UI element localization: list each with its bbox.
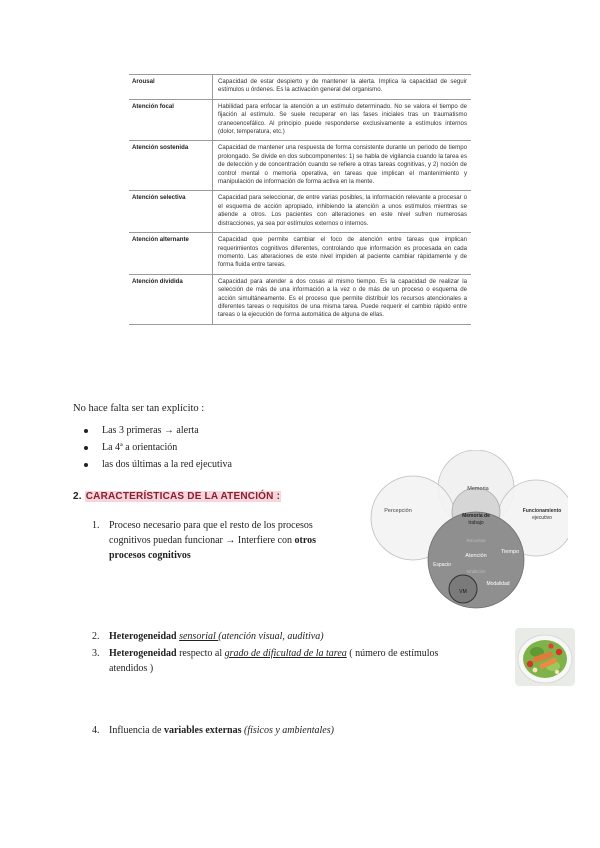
table-term: Atención sostenida [129,141,213,191]
list-item: 2. Heterogeneidad sensorial (atención visual, auditiva) [92,631,324,642]
vm-label: VM [459,589,467,595]
table-row [129,191,471,233]
espacio-label: Espacio [433,562,451,568]
table-term: Arousal [129,75,213,100]
venn-svg [368,450,568,610]
salad-image [515,628,575,686]
bullet-icon [84,429,88,433]
bullet-list [84,422,232,473]
bullet-icon [84,463,88,467]
list-item: La 4ª a orientación [84,439,232,456]
atencion-label: Atención [465,553,487,559]
memoria-label: Memoria [467,486,489,492]
table-row [129,75,471,100]
memoria-trabajo-label: Memoria de [462,513,490,519]
faint-label: Inhibición [466,569,486,574]
funcionamiento-label-2: ejecutivo [532,515,552,521]
table-description: Capacidad de estar despierto y de mantener la alerta. Implica la capacidad de seguir estímulos u órdenes. Es la activación general del organismo. [213,75,472,100]
tiempo-label: Tiempo [500,549,520,555]
table-row [129,233,471,275]
table-description: Capacidad de mantener una respuesta de forma consistente durante un periodo de tiempo prolongado. Se divide en dos subcomponentes: 1) se habla de vigilancia cuando la tarea es de detección y de concentración cuando se refiere a otras tareas cognitivas, y 2) noción de control mental o memoria operativa, en tareas que implican el mantenimiento y manipulación de información de forma activa en la mente. [213,141,472,191]
table-term: Atención selectiva [129,191,213,233]
table-row [129,141,471,191]
table-term: Atención dividida [129,274,213,324]
table-row [129,274,471,324]
table-description: Capacidad para atender a dos cosas al mismo tiempo. Es la capacidad de realizar la selección de más de una información a la vez o de más de un proceso o esquema de acción simultáneamente. Es el proceso que permite distribuir los recursos atencionales a diferentes tareas o requisitos de una misma tarea. Puede requerir el cambio rápido entre tareas o la ejecución de forma automática de alguna de ellas. [213,274,472,324]
bullet-icon [84,446,88,450]
table-term: Atención alternante [129,233,213,275]
modalidad-label: Modalidad [486,581,510,587]
salad-icon [515,628,575,686]
list-item: 3. Heterogeneidad respecto al grado de dificultad de la tarea ( número de estímulos atendidos ) [92,648,439,674]
table-description: Capacidad que permite cambiar el foco de atención entre tareas que implican requerimientos cognitivos diferentes, controlando que información es procesada en cada momento. Las alteraciones de este nivel impiden al paciente cambiar rápidamente y de forma fluida entre tareas. [213,233,472,275]
list-item: Las 3 primeras → alerta [84,422,232,439]
table-term: Atención focal [129,99,213,141]
table-row [129,99,471,141]
table-description: Habilidad para enfocar la atención a un estímulo determinado. No se valora el tiempo de fijación al estímulo. Se suele recuperar en las fases iniciales tras un traumatismo craneoencefálico. Al principio puede responderse exclusivamente a estímulos internos (dolor, temperatura, etc.) [213,99,472,141]
list-item: las dos últimas a la red ejecutiva [84,456,232,473]
section-heading: 2. CARACTERÍSTICAS DE LA ATENCIÓN : [73,491,281,502]
funcionamiento-label: Funcionamiento [522,508,562,514]
table-description: Capacidad para seleccionar, de entre varias posibles, la información relevante a procesar o el esquema de acción apropiado, inhibiendo la atención a unos estímulos mientras se atiende a otros. Los pacientes con alteraciones en este nivel sufren numerosas distracciones, ya sea por estímulos externos o internos. [213,191,472,233]
cognition-venn-diagram [368,450,568,610]
section-title: CARACTERÍSTICAS DE LA ATENCIÓN : [85,491,281,502]
memoria-trabajo-label-2: trabajo [468,520,484,526]
percepcion-label: Percepción [384,508,412,514]
intro-text: No hace falta ser tan explícito : [73,403,205,414]
faint-label: Recursos [466,538,486,543]
list-item: 1. Proceso necesario para que el resto de los procesos cognitivos puedan funcionar → Interfiere con otros procesos cognitivos [92,520,316,561]
attention-types-table [129,74,471,325]
list-item: 4. Influencia de variables externas (físicos y ambientales) [92,725,334,736]
